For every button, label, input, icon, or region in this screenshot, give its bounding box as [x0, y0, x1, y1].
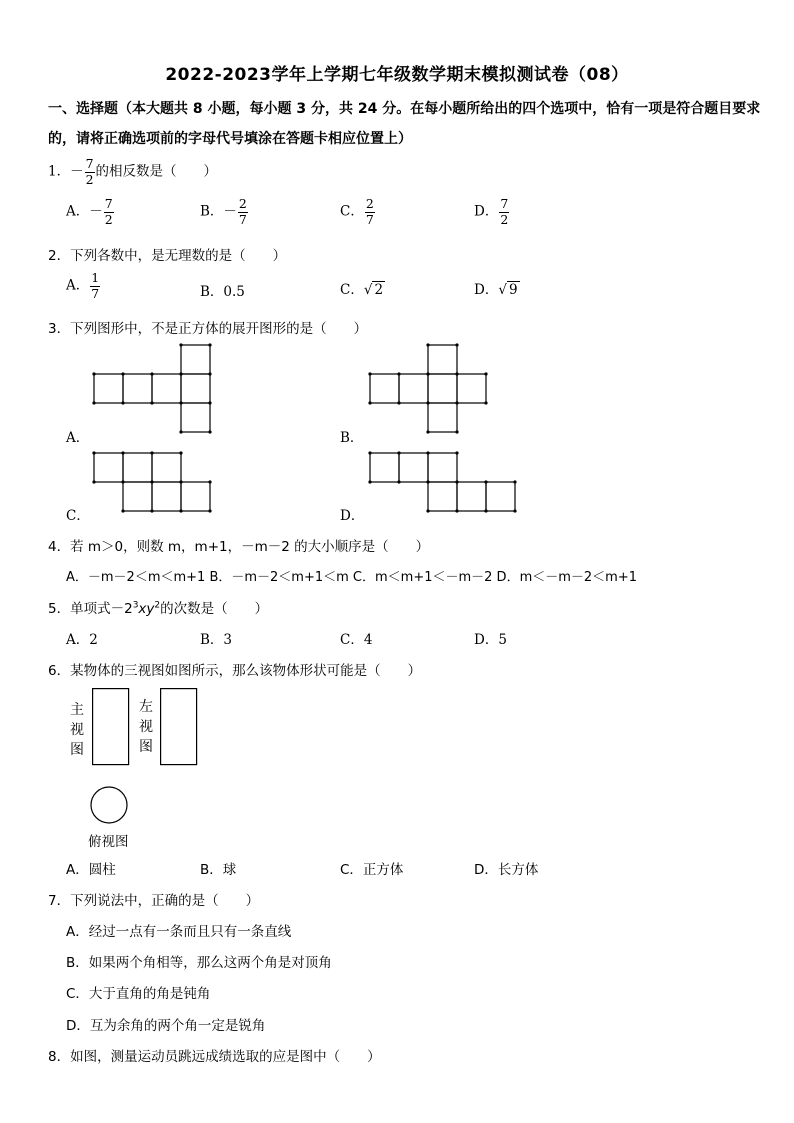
question-3: 3．下列图形中，不是正方体的展开图形的是（ ） [48, 321, 368, 337]
question-5 [48, 597, 268, 617]
q5-option-b[interactable]: B．3 [200, 632, 233, 648]
q1-a-label: A． [66, 203, 90, 220]
q6-option-b[interactable]: B．球 [200, 862, 237, 878]
q2-d-radicand: 9 [508, 282, 518, 298]
q1-neg: － [70, 163, 84, 180]
exam-title: 2022-2023学年上学期七年级数学期末模拟测试卷（08） [165, 65, 629, 85]
q1-a-num: 7 [104, 196, 113, 211]
q6-side-view-rect [160, 688, 198, 766]
q3-label-a[interactable]: A． [66, 430, 90, 446]
q6-top-view-label: 俯视图 [88, 834, 129, 850]
q1-frac-num: 7 [85, 156, 94, 171]
q2-a-label: A． [66, 277, 90, 294]
q2-option-b[interactable]: B．0.5 [200, 284, 245, 300]
q2-option-d[interactable]: D．√ 9 [474, 282, 518, 298]
question-4: 4．若 m＞0，则数 m，m+1，－m－2 的大小顺序是（ ） [48, 539, 430, 555]
question-2: 2．下列各数中，是无理数的是（ ） [48, 248, 287, 264]
q1-d-num: 7 [500, 196, 509, 211]
section-instructions-line2: 的，请将正确选项前的字母代号填涂在答题卡相应位置上） [48, 131, 412, 147]
q1-b-label: B． [200, 203, 224, 220]
q2-d-label: D． [474, 282, 499, 298]
question-8: 8．如图，测量运动员跳远成绩选取的应是图中（ ） [48, 1049, 381, 1065]
q5-vars: xy [138, 601, 155, 617]
q1-d-label: D． [474, 203, 499, 220]
q6-side-char3: 图 [139, 739, 153, 755]
q5-exp1: 3 [132, 600, 139, 611]
q1-a-den: 2 [104, 211, 113, 227]
q1-d-frac [499, 198, 509, 226]
question-6: 6．某物体的三视图如图所示，那么该物体形状可能是（ ） [48, 663, 422, 679]
q1-d-den: 2 [500, 211, 509, 227]
q2-a-frac [90, 272, 100, 300]
q1-option-b[interactable] [200, 198, 249, 226]
q6-option-d[interactable]: D．长方体 [474, 862, 539, 878]
q1-b-sign: － [223, 203, 237, 220]
q1-c-num: 2 [365, 196, 374, 211]
q7-option-d[interactable]: D．互为余角的两个角一定是锐角 [66, 1018, 266, 1034]
q6-front-view-rect [92, 688, 130, 766]
q1-option-c[interactable] [340, 198, 376, 226]
q6-side-view-label [139, 697, 155, 757]
q1-c-den: 7 [365, 211, 374, 227]
q1-frac-den: 2 [85, 171, 94, 187]
q6-front-char2: 视 [70, 722, 84, 738]
q5-option-a[interactable]: A．2 [66, 632, 98, 648]
q1-a-sign: － [89, 203, 103, 220]
q2-c-label: C． [340, 282, 364, 298]
q1-c-label: C． [340, 203, 364, 220]
question-1 [48, 158, 217, 186]
q5-option-d[interactable]: D．5 [474, 632, 507, 648]
q6-top-view-circle [90, 786, 130, 826]
q1-fraction [85, 158, 95, 186]
q1-c-frac [365, 198, 375, 226]
q1-a-frac [104, 198, 114, 226]
question-7: 7．下列说法中，正确的是（ ） [48, 893, 260, 909]
q1-b-num: 2 [238, 196, 247, 211]
q3-label-c[interactable]: C． [66, 508, 90, 524]
q3-net-d [370, 452, 520, 514]
q2-option-c[interactable]: C．√ 2 [340, 282, 384, 298]
q5-option-c[interactable]: C．4 [340, 632, 373, 648]
q6-option-a[interactable]: A．圆柱 [66, 862, 116, 878]
q2-a-den: 7 [91, 285, 100, 301]
q1-b-frac [238, 198, 248, 226]
q7-option-b[interactable]: B．如果两个角相等，那么这两个角是对顶角 [66, 955, 332, 971]
q3-net-a [94, 344, 214, 436]
q5-exp2: 2 [154, 600, 161, 611]
q4-options[interactable]: A．－m－2＜m＜m+1 B．－m－2＜m+1＜m C．m＜m+1＜－m－2 D．m＜－m－2＜m+1 [66, 570, 637, 585]
q7-option-c[interactable]: C．大于直角的角是钝角 [66, 986, 211, 1002]
q2-option-a[interactable] [66, 272, 101, 300]
q3-label-b[interactable]: B． [340, 430, 364, 446]
q6-side-char2: 视 [139, 719, 153, 735]
q1-b-den: 7 [238, 211, 247, 227]
q3-label-d[interactable]: D． [340, 508, 365, 524]
q1-number: 1． [48, 163, 71, 180]
q1-text: 的相反数是（ ） [95, 163, 218, 180]
q6-front-view-label [70, 700, 86, 760]
q6-front-char3: 图 [70, 742, 84, 758]
q2-a-num: 1 [91, 270, 100, 285]
section-instructions-line1: 一、选择题（本大题共 8 小题，每小题 3 分，共 24 分。在每小题所给出的四个选项中，恰有一项是符合题目要求 [48, 101, 761, 117]
q5-prefix: 5．单项式－2 [48, 601, 133, 617]
q6-front-char1: 主 [70, 702, 84, 718]
q6-option-c[interactable]: C．正方体 [340, 862, 404, 878]
q6-side-char1: 左 [139, 699, 153, 715]
q2-c-radicand: 2 [374, 282, 384, 298]
q7-option-a[interactable]: A．经过一点有一条而且只有一条直线 [66, 924, 292, 940]
q1-option-d[interactable] [474, 198, 510, 226]
q5-suffix: 的次数是（ ） [160, 601, 269, 617]
q1-option-a[interactable] [66, 198, 115, 226]
q3-net-c [94, 452, 214, 514]
q3-net-b [370, 344, 490, 436]
